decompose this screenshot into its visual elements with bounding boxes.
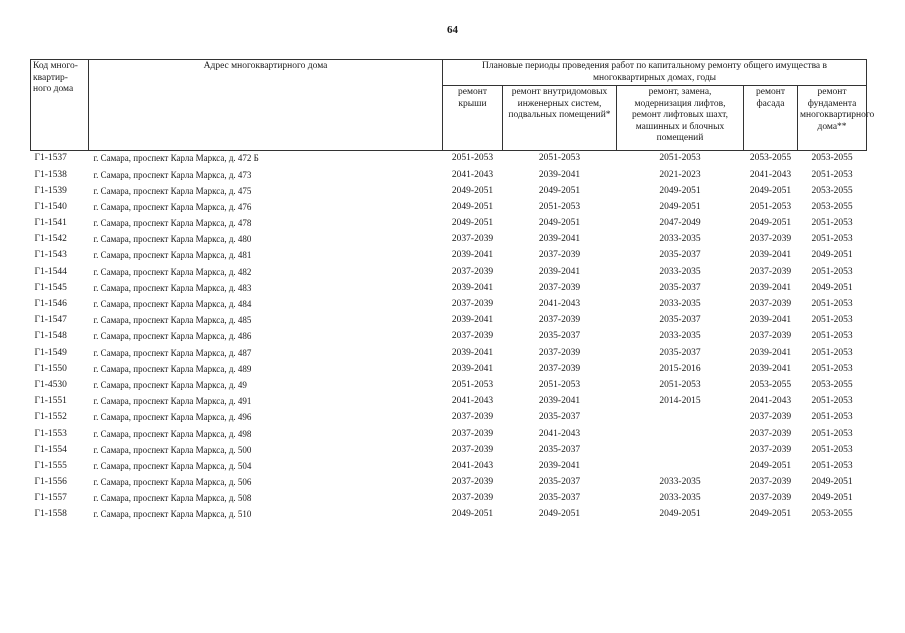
table-row [31,183,867,199]
table-row [31,151,867,168]
cell-systems: 2039-2041 [538,234,581,245]
cell-roof: 2037-2039 [451,412,494,423]
cell-address: г. Самара, проспект Карла Маркса, д. 475 [93,185,252,196]
table-row [31,216,867,232]
cell-foundation: 2051-2053 [811,428,853,439]
cell-foundation: 2051-2053 [811,299,853,310]
cell-lifts [617,426,744,442]
header-code: Код много-квартир-ного дома [31,60,89,151]
page-number: 64 [447,24,458,36]
cell-lifts: 2035-2037 [659,282,701,293]
header-row-main [31,60,867,86]
cell-facade: 2041-2043 [749,396,792,407]
cell-address: г. Самара, проспект Карла Маркса, д. 484 [93,299,252,310]
cell-code: Г1-1541 [34,218,67,229]
cell-code: Г1-1548 [34,331,67,342]
cell-lifts [617,459,744,475]
cell-facade: 2037-2039 [749,234,792,245]
cell-facade: 2049-2051 [749,460,792,471]
cell-foundation: 2051-2053 [811,234,853,245]
cell-roof: 2039-2041 [451,250,494,261]
cell-foundation: 2049-2051 [811,282,853,293]
cell-systems: 2041-2043 [538,299,581,310]
cell-address: г. Самара, проспект Карла Маркса, д. 481 [93,250,252,261]
cell-address: г. Самара, проспект Карла Маркса, д. 473 [93,169,252,180]
cell-code: Г1-1558 [34,509,67,520]
cell-roof: 2051-2053 [451,379,494,390]
capital-repair-table [30,59,875,523]
table-row [31,281,867,297]
cell-systems: 2035-2037 [538,412,581,423]
cell-systems: 2039-2041 [538,266,581,277]
cell-lifts: 2035-2037 [659,315,701,326]
cell-foundation: 2051-2053 [811,363,853,374]
cell-code: Г1-1537 [34,153,67,164]
cell-code: Г1-1538 [34,169,67,180]
cell-roof: 2049-2051 [451,509,494,520]
cell-code: Г1-1546 [34,299,67,310]
cell-systems: 2037-2039 [538,315,581,326]
cell-roof: 2037-2039 [451,428,494,439]
header-facade: ремонт фасада [744,86,798,151]
table-row [31,200,867,216]
cell-code: Г1-1555 [34,460,67,471]
cell-code: Г1-1542 [34,234,67,245]
table-row [31,345,867,361]
table-row [31,394,867,410]
table-row [31,491,867,507]
cell-systems: 2035-2037 [538,477,581,488]
cell-facade: 2037-2039 [749,266,792,277]
table-row [31,297,867,313]
table-row [31,313,867,329]
cell-facade: 2049-2051 [749,509,792,520]
cell-facade: 2051-2053 [749,201,792,212]
cell-systems: 2039-2041 [538,396,581,407]
cell-foundation: 2053-2055 [811,379,853,390]
cell-foundation: 2053-2055 [811,201,853,212]
cell-facade: 2041-2043 [749,169,792,180]
cell-code: Г1-1545 [34,282,67,293]
cell-code: Г1-4530 [34,379,67,390]
cell-foundation: 2051-2053 [811,315,853,326]
cell-address: г. Самара, проспект Карла Маркса, д. 506 [93,477,252,488]
cell-address: г. Самара, проспект Карла Маркса, д. 504 [93,460,252,471]
cell-lifts: 2015-2016 [659,363,701,374]
header-systems: ремонт внутридомовых инженерных систем, подвальных помещений* [503,86,617,151]
cell-foundation: 2053-2055 [811,509,853,520]
cell-lifts: 2033-2035 [659,493,701,504]
cell-foundation: 2049-2051 [811,250,853,261]
cell-facade: 2037-2039 [749,331,792,342]
table-body [31,151,867,524]
cell-facade: 2037-2039 [749,477,792,488]
cell-address: г. Самара, проспект Карла Маркса, д. 510 [93,509,252,520]
cell-systems: 2035-2037 [538,444,581,455]
header-lifts: ремонт, замена, модернизация лифтов, ремонт лифтовых шахт, машинных и блочных помещений [617,86,744,151]
cell-foundation: 2051-2053 [811,347,853,358]
cell-lifts: 2033-2035 [659,299,701,310]
table-row [31,167,867,183]
cell-roof: 2037-2039 [451,477,494,488]
cell-systems: 2037-2039 [538,363,581,374]
cell-systems: 2041-2043 [538,428,581,439]
cell-roof: 2051-2053 [451,153,494,164]
table-row [31,459,867,475]
cell-code: Г1-1552 [34,412,67,423]
cell-systems: 2051-2053 [538,201,581,212]
cell-code: Г1-1547 [34,315,67,326]
cell-roof: 2049-2051 [451,185,494,196]
cell-lifts: 2033-2035 [659,331,701,342]
cell-foundation: 2053-2055 [811,153,853,164]
cell-facade: 2039-2041 [749,363,792,374]
cell-lifts: 2033-2035 [659,477,701,488]
cell-systems: 2049-2051 [538,509,581,520]
cell-roof: 2041-2043 [451,460,494,471]
cell-address: г. Самара, проспект Карла Маркса, д. 476 [93,201,252,212]
cell-code: Г1-1553 [34,428,67,439]
header-foundation: ремонт фундамента многоквартирного дома** [798,86,867,151]
cell-facade: 2037-2039 [749,493,792,504]
cell-lifts: 2049-2051 [659,201,701,212]
cell-code: Г1-1549 [34,347,67,358]
cell-systems: 2039-2041 [538,169,581,180]
cell-address: г. Самара, проспект Карла Маркса, д. 485 [93,315,252,326]
cell-lifts: 2051-2053 [659,153,701,164]
cell-systems: 2037-2039 [538,250,581,261]
cell-lifts [617,410,744,426]
cell-facade: 2053-2055 [749,379,792,390]
header-address: Адрес многоквартирного дома [89,60,443,151]
cell-systems: 2037-2039 [538,347,581,358]
table-row [31,264,867,280]
cell-roof: 2041-2043 [451,396,494,407]
cell-facade: 2037-2039 [749,444,792,455]
cell-code: Г1-1539 [34,185,67,196]
cell-code: Г1-1554 [34,444,67,455]
cell-roof: 2039-2041 [451,347,494,358]
cell-address: г. Самара, проспект Карла Маркса, д. 487 [93,347,252,358]
table-row [31,410,867,426]
cell-roof: 2037-2039 [451,266,494,277]
cell-facade: 2039-2041 [749,282,792,293]
cell-facade: 2039-2041 [749,250,792,261]
cell-address: г. Самара, проспект Карла Маркса, д. 49 [93,379,247,390]
cell-foundation: 2051-2053 [811,266,853,277]
cell-address: г. Самара, проспект Карла Маркса, д. 480 [93,234,252,245]
cell-code: Г1-1540 [34,201,67,212]
cell-systems: 2035-2037 [538,493,581,504]
cell-roof: 2037-2039 [451,299,494,310]
cell-systems: 2051-2053 [538,153,581,164]
header-roof: ремонт крыши [443,86,503,151]
cell-address: г. Самара, проспект Карла Маркса, д. 486 [93,331,252,342]
cell-lifts: 2049-2051 [659,185,701,196]
cell-foundation: 2051-2053 [811,331,853,342]
cell-lifts: 2033-2035 [659,266,701,277]
cell-code: Г1-1551 [34,396,67,407]
cell-foundation: 2049-2051 [811,477,853,488]
cell-roof: 2037-2039 [451,234,494,245]
cell-facade: 2049-2051 [749,185,792,196]
cell-code: Г1-1556 [34,477,67,488]
cell-foundation: 2049-2051 [811,493,853,504]
table-row [31,378,867,394]
cell-facade: 2049-2051 [749,218,792,229]
cell-systems: 2037-2039 [538,282,581,293]
cell-address: г. Самара, проспект Карла Маркса, д. 500 [93,444,252,455]
cell-roof: 2037-2039 [451,331,494,342]
cell-foundation: 2051-2053 [811,218,853,229]
cell-lifts: 2033-2035 [659,234,701,245]
cell-foundation: 2051-2053 [811,169,853,180]
table-row [31,507,867,523]
cell-systems: 2039-2041 [538,460,581,471]
cell-facade: 2037-2039 [749,428,792,439]
cell-code: Г1-1544 [34,266,67,277]
table-row [31,232,867,248]
cell-lifts [617,442,744,458]
cell-foundation: 2051-2053 [811,460,853,471]
table-row [31,475,867,491]
cell-address: г. Самара, проспект Карла Маркса, д. 489 [93,363,252,374]
cell-code: Г1-1543 [34,250,67,261]
table-row [31,442,867,458]
cell-address: г. Самара, проспект Карла Маркса, д. 498 [93,428,252,439]
cell-code: Г1-1550 [34,363,67,374]
table-row [31,329,867,345]
cell-roof: 2039-2041 [451,363,494,374]
cell-roof: 2039-2041 [451,282,494,293]
cell-foundation: 2053-2055 [811,185,853,196]
cell-roof: 2049-2051 [451,218,494,229]
cell-lifts: 2051-2053 [659,379,701,390]
cell-facade: 2037-2039 [749,412,792,423]
cell-facade: 2053-2055 [749,153,792,164]
cell-facade: 2039-2041 [749,315,792,326]
cell-address: г. Самара, проспект Карла Маркса, д. 496 [93,412,252,423]
cell-lifts: 2047-2049 [659,218,701,229]
cell-address: г. Самара, проспект Карла Маркса, д. 482 [93,266,252,277]
cell-systems: 2049-2051 [538,218,581,229]
cell-foundation: 2051-2053 [811,444,853,455]
cell-address: г. Самара, проспект Карла Маркса, д. 483 [93,282,252,293]
cell-facade: 2037-2039 [749,299,792,310]
cell-lifts: 2035-2037 [659,347,701,358]
cell-address: г. Самара, проспект Карла Маркса, д. 472 Б [93,153,259,164]
cell-foundation: 2051-2053 [811,396,853,407]
cell-roof: 2049-2051 [451,201,494,212]
cell-foundation: 2051-2053 [811,412,853,423]
cell-roof: 2037-2039 [451,444,494,455]
cell-facade: 2039-2041 [749,347,792,358]
table-row [31,426,867,442]
cell-roof: 2039-2041 [451,315,494,326]
table-row [31,361,867,377]
cell-lifts: 2014-2015 [659,396,701,407]
cell-address: г. Самара, проспект Карла Маркса, д. 478 [93,218,252,229]
cell-roof: 2037-2039 [451,493,494,504]
cell-lifts: 2049-2051 [659,509,701,520]
cell-address: г. Самара, проспект Карла Маркса, д. 508 [93,493,252,504]
cell-systems: 2051-2053 [538,379,581,390]
cell-address: г. Самара, проспект Карла Маркса, д. 491 [93,396,252,407]
header-periods: Плановые периоды проведения работ по капитальному ремонту общего имущества в многоквартирных домах, годы [443,60,867,86]
cell-systems: 2049-2051 [538,185,581,196]
cell-code: Г1-1557 [34,493,67,504]
cell-systems: 2035-2037 [538,331,581,342]
table-row [31,248,867,264]
cell-lifts: 2021-2023 [659,169,701,180]
cell-lifts: 2035-2037 [659,250,701,261]
cell-roof: 2041-2043 [451,169,494,180]
